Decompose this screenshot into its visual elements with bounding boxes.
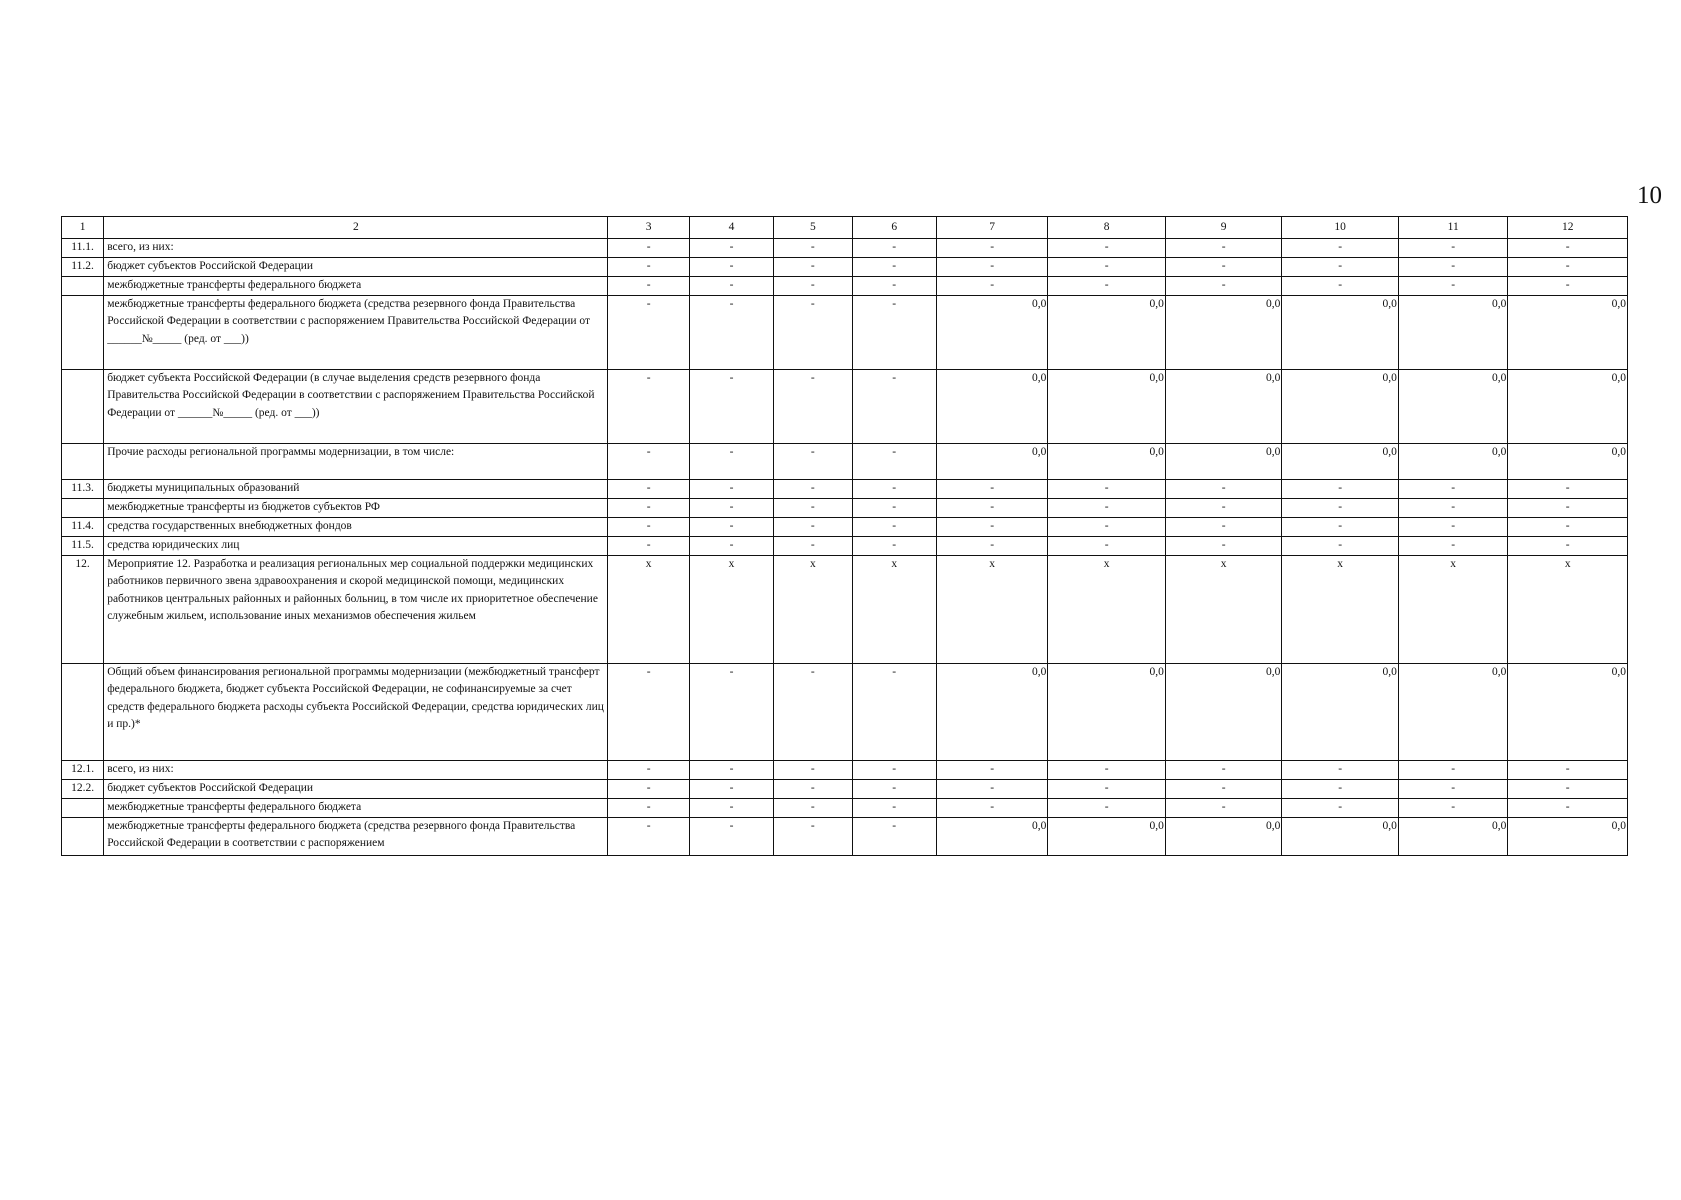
- value-cell: -: [936, 799, 1047, 818]
- value-cell: -: [774, 296, 852, 370]
- value-cell: -: [1165, 258, 1282, 277]
- value-cell: -: [689, 258, 773, 277]
- page-number: 10: [1637, 182, 1662, 209]
- value-cell: -: [1165, 799, 1282, 818]
- value-cell: -: [689, 818, 773, 856]
- value-cell: х: [1165, 556, 1282, 664]
- row-description: Мероприятие 12. Разработка и реализация региональных мер социальной поддержки медицинских работников первичного звена здравоохранения и скорой медицинской помощи, медицинских работников центральных районных и районных больниц, в том числе их приоритетное обеспечение служебным жильем, использование иных механизмов обеспечения жильем: [104, 556, 608, 664]
- value-cell: -: [608, 239, 689, 258]
- value-cell: 0,0: [1282, 818, 1399, 856]
- value-cell: -: [689, 664, 773, 761]
- row-number: 11.4.: [62, 518, 104, 537]
- value-cell: -: [1398, 761, 1507, 780]
- value-cell: 0,0: [1508, 818, 1628, 856]
- table-header-row: [62, 217, 1628, 239]
- value-cell: -: [774, 537, 852, 556]
- value-cell: -: [1282, 761, 1399, 780]
- value-cell: -: [852, 761, 936, 780]
- value-cell: -: [774, 370, 852, 444]
- value-cell: -: [852, 537, 936, 556]
- value-cell: -: [1282, 518, 1399, 537]
- value-cell: -: [1398, 499, 1507, 518]
- value-cell: -: [1508, 480, 1628, 499]
- row-number: [62, 818, 104, 856]
- row-description: всего, из них:: [104, 239, 608, 258]
- value-cell: -: [852, 370, 936, 444]
- value-cell: -: [1282, 499, 1399, 518]
- table-row: [62, 258, 1628, 277]
- value-cell: -: [1398, 780, 1507, 799]
- value-cell: -: [1048, 761, 1166, 780]
- value-cell: -: [774, 818, 852, 856]
- value-cell: 0,0: [936, 444, 1047, 480]
- value-cell: -: [689, 499, 773, 518]
- table-row: [62, 370, 1628, 444]
- value-cell: -: [1508, 761, 1628, 780]
- value-cell: -: [936, 239, 1047, 258]
- value-cell: -: [1508, 239, 1628, 258]
- table-row: [62, 537, 1628, 556]
- row-description: средства государственных внебюджетных фондов: [104, 518, 608, 537]
- value-cell: -: [689, 537, 773, 556]
- row-description: средства юридических лиц: [104, 537, 608, 556]
- table-row: [62, 444, 1628, 480]
- row-number: [62, 664, 104, 761]
- value-cell: -: [936, 480, 1047, 499]
- value-cell: -: [1048, 780, 1166, 799]
- value-cell: -: [608, 799, 689, 818]
- value-cell: -: [936, 518, 1047, 537]
- column-header: 9: [1165, 217, 1282, 239]
- row-description: межбюджетные трансферты федерального бюджета: [104, 799, 608, 818]
- value-cell: -: [852, 664, 936, 761]
- value-cell: -: [852, 799, 936, 818]
- row-description: Прочие расходы региональной программы модернизации, в том числе:: [104, 444, 608, 480]
- value-cell: 0,0: [1508, 296, 1628, 370]
- value-cell: 0,0: [1048, 664, 1166, 761]
- value-cell: -: [1398, 258, 1507, 277]
- value-cell: х: [689, 556, 773, 664]
- value-cell: -: [852, 818, 936, 856]
- value-cell: -: [852, 480, 936, 499]
- value-cell: х: [608, 556, 689, 664]
- value-cell: 0,0: [1398, 664, 1507, 761]
- table-row: [62, 239, 1628, 258]
- column-header: 5: [774, 217, 852, 239]
- value-cell: -: [1165, 518, 1282, 537]
- row-description: межбюджетные трансферты федерального бюджета (средства резервного фонда Правительства Российской Федерации в соответствии с распоряжением Правительства Российской Федерации от ______№_____ (ред. от ___)): [104, 296, 608, 370]
- value-cell: -: [1282, 480, 1399, 499]
- value-cell: -: [852, 296, 936, 370]
- value-cell: -: [1282, 799, 1399, 818]
- value-cell: -: [1165, 480, 1282, 499]
- value-cell: -: [1398, 518, 1507, 537]
- value-cell: -: [1048, 537, 1166, 556]
- value-cell: -: [1282, 277, 1399, 296]
- value-cell: -: [1508, 518, 1628, 537]
- value-cell: 0,0: [1282, 296, 1399, 370]
- value-cell: -: [689, 444, 773, 480]
- value-cell: -: [1165, 239, 1282, 258]
- row-number: [62, 370, 104, 444]
- value-cell: х: [1282, 556, 1399, 664]
- value-cell: -: [1508, 499, 1628, 518]
- value-cell: -: [608, 664, 689, 761]
- value-cell: -: [774, 780, 852, 799]
- value-cell: -: [774, 499, 852, 518]
- table-row: [62, 818, 1628, 856]
- table-row: [62, 518, 1628, 537]
- value-cell: -: [608, 818, 689, 856]
- value-cell: х: [1508, 556, 1628, 664]
- value-cell: 0,0: [1282, 370, 1399, 444]
- value-cell: -: [1398, 277, 1507, 296]
- value-cell: -: [936, 761, 1047, 780]
- value-cell: -: [774, 664, 852, 761]
- row-description: межбюджетные трансферты из бюджетов субъектов РФ: [104, 499, 608, 518]
- value-cell: -: [1508, 258, 1628, 277]
- row-number: 12.2.: [62, 780, 104, 799]
- value-cell: -: [774, 444, 852, 480]
- table-row: [62, 799, 1628, 818]
- value-cell: -: [608, 370, 689, 444]
- value-cell: -: [852, 499, 936, 518]
- row-number: [62, 296, 104, 370]
- row-description: бюджет субъектов Российской Федерации: [104, 258, 608, 277]
- value-cell: -: [1398, 480, 1507, 499]
- value-cell: -: [1165, 537, 1282, 556]
- value-cell: х: [936, 556, 1047, 664]
- value-cell: -: [1508, 277, 1628, 296]
- value-cell: -: [1048, 258, 1166, 277]
- value-cell: 0,0: [936, 818, 1047, 856]
- value-cell: -: [1165, 761, 1282, 780]
- row-description: бюджет субъекта Российской Федерации (в случае выделения средств резервного фонда Правительства Российской Федерации в соответствии с распоряжением Правительства Российской Федерации от ______№_____ (ред. от ___)): [104, 370, 608, 444]
- column-header: 10: [1282, 217, 1399, 239]
- value-cell: 0,0: [936, 296, 1047, 370]
- row-description: межбюджетные трансферты федерального бюджета (средства резервного фонда Правительства Российской Федерации в соответствии с распоряжением: [104, 818, 608, 856]
- value-cell: -: [1282, 239, 1399, 258]
- value-cell: -: [1398, 537, 1507, 556]
- value-cell: 0,0: [1398, 370, 1507, 444]
- column-header: 8: [1048, 217, 1166, 239]
- value-cell: -: [774, 277, 852, 296]
- row-number: 11.2.: [62, 258, 104, 277]
- table-row: [62, 277, 1628, 296]
- row-number: [62, 444, 104, 480]
- value-cell: -: [608, 296, 689, 370]
- table-row: [62, 499, 1628, 518]
- value-cell: -: [774, 518, 852, 537]
- value-cell: -: [1165, 499, 1282, 518]
- table-row: [62, 296, 1628, 370]
- column-header: 4: [689, 217, 773, 239]
- value-cell: х: [1398, 556, 1507, 664]
- value-cell: -: [936, 537, 1047, 556]
- value-cell: 0,0: [1048, 818, 1166, 856]
- value-cell: -: [1282, 537, 1399, 556]
- value-cell: -: [1048, 499, 1166, 518]
- value-cell: -: [608, 499, 689, 518]
- row-description: всего, из них:: [104, 761, 608, 780]
- value-cell: -: [1508, 780, 1628, 799]
- row-number: [62, 799, 104, 818]
- row-number: 11.3.: [62, 480, 104, 499]
- row-number: 11.5.: [62, 537, 104, 556]
- value-cell: -: [852, 277, 936, 296]
- value-cell: -: [608, 444, 689, 480]
- row-number: [62, 499, 104, 518]
- value-cell: -: [1048, 277, 1166, 296]
- value-cell: 0,0: [1165, 370, 1282, 444]
- value-cell: -: [608, 761, 689, 780]
- value-cell: -: [936, 780, 1047, 799]
- value-cell: -: [774, 239, 852, 258]
- value-cell: -: [1398, 239, 1507, 258]
- value-cell: -: [608, 780, 689, 799]
- value-cell: -: [608, 480, 689, 499]
- value-cell: -: [608, 537, 689, 556]
- value-cell: -: [689, 780, 773, 799]
- value-cell: 0,0: [936, 664, 1047, 761]
- row-number: 12.1.: [62, 761, 104, 780]
- value-cell: 0,0: [1048, 370, 1166, 444]
- value-cell: 0,0: [1165, 818, 1282, 856]
- value-cell: -: [1048, 518, 1166, 537]
- value-cell: 0,0: [1282, 664, 1399, 761]
- value-cell: -: [689, 239, 773, 258]
- value-cell: -: [774, 480, 852, 499]
- value-cell: х: [1048, 556, 1166, 664]
- value-cell: 0,0: [936, 370, 1047, 444]
- budget-table: [61, 216, 1628, 856]
- value-cell: -: [689, 799, 773, 818]
- value-cell: -: [1048, 480, 1166, 499]
- value-cell: -: [689, 518, 773, 537]
- value-cell: -: [936, 258, 1047, 277]
- row-number: 11.1.: [62, 239, 104, 258]
- value-cell: -: [689, 277, 773, 296]
- value-cell: 0,0: [1048, 444, 1166, 480]
- value-cell: 0,0: [1398, 818, 1507, 856]
- column-header: 3: [608, 217, 689, 239]
- row-description: бюджет субъектов Российской Федерации: [104, 780, 608, 799]
- value-cell: -: [1282, 780, 1399, 799]
- row-number: [62, 277, 104, 296]
- value-cell: -: [936, 277, 1047, 296]
- value-cell: 0,0: [1398, 444, 1507, 480]
- value-cell: 0,0: [1165, 444, 1282, 480]
- column-header: 2: [104, 217, 608, 239]
- value-cell: -: [852, 518, 936, 537]
- value-cell: -: [774, 761, 852, 780]
- value-cell: -: [852, 444, 936, 480]
- table-row: [62, 556, 1628, 664]
- value-cell: 0,0: [1282, 444, 1399, 480]
- value-cell: 0,0: [1508, 370, 1628, 444]
- value-cell: -: [1508, 537, 1628, 556]
- value-cell: 0,0: [1508, 444, 1628, 480]
- value-cell: -: [608, 277, 689, 296]
- row-description: Общий объем финансирования региональной программы модернизации (межбюджетный трансферт федерального бюджета, бюджет субъекта Российской Федерации, не софинансируемые за счет средств федерального бюджета расходы субъекта Российской Федерации, средства юридических лиц и пр.)*: [104, 664, 608, 761]
- value-cell: -: [852, 780, 936, 799]
- column-header: 12: [1508, 217, 1628, 239]
- row-description: межбюджетные трансферты федерального бюджета: [104, 277, 608, 296]
- value-cell: -: [689, 761, 773, 780]
- value-cell: 0,0: [1165, 664, 1282, 761]
- table-row: [62, 480, 1628, 499]
- value-cell: -: [852, 258, 936, 277]
- column-header: 1: [62, 217, 104, 239]
- value-cell: -: [608, 258, 689, 277]
- value-cell: -: [1398, 799, 1507, 818]
- value-cell: -: [1048, 239, 1166, 258]
- table-row: [62, 761, 1628, 780]
- column-header: 7: [936, 217, 1047, 239]
- column-header: 11: [1398, 217, 1507, 239]
- value-cell: -: [774, 258, 852, 277]
- value-cell: 0,0: [1398, 296, 1507, 370]
- value-cell: -: [1282, 258, 1399, 277]
- value-cell: -: [1508, 799, 1628, 818]
- table-row: [62, 664, 1628, 761]
- value-cell: 0,0: [1165, 296, 1282, 370]
- value-cell: -: [608, 518, 689, 537]
- value-cell: -: [1165, 780, 1282, 799]
- value-cell: -: [1165, 277, 1282, 296]
- value-cell: -: [852, 239, 936, 258]
- value-cell: -: [936, 499, 1047, 518]
- row-number: 12.: [62, 556, 104, 664]
- value-cell: 0,0: [1508, 664, 1628, 761]
- value-cell: х: [852, 556, 936, 664]
- table-row: [62, 780, 1628, 799]
- value-cell: -: [689, 296, 773, 370]
- table-body: [62, 239, 1628, 856]
- column-header: 6: [852, 217, 936, 239]
- value-cell: 0,0: [1048, 296, 1166, 370]
- value-cell: -: [1048, 799, 1166, 818]
- value-cell: -: [689, 370, 773, 444]
- value-cell: -: [689, 480, 773, 499]
- value-cell: -: [774, 799, 852, 818]
- value-cell: х: [774, 556, 852, 664]
- row-description: бюджеты муниципальных образований: [104, 480, 608, 499]
